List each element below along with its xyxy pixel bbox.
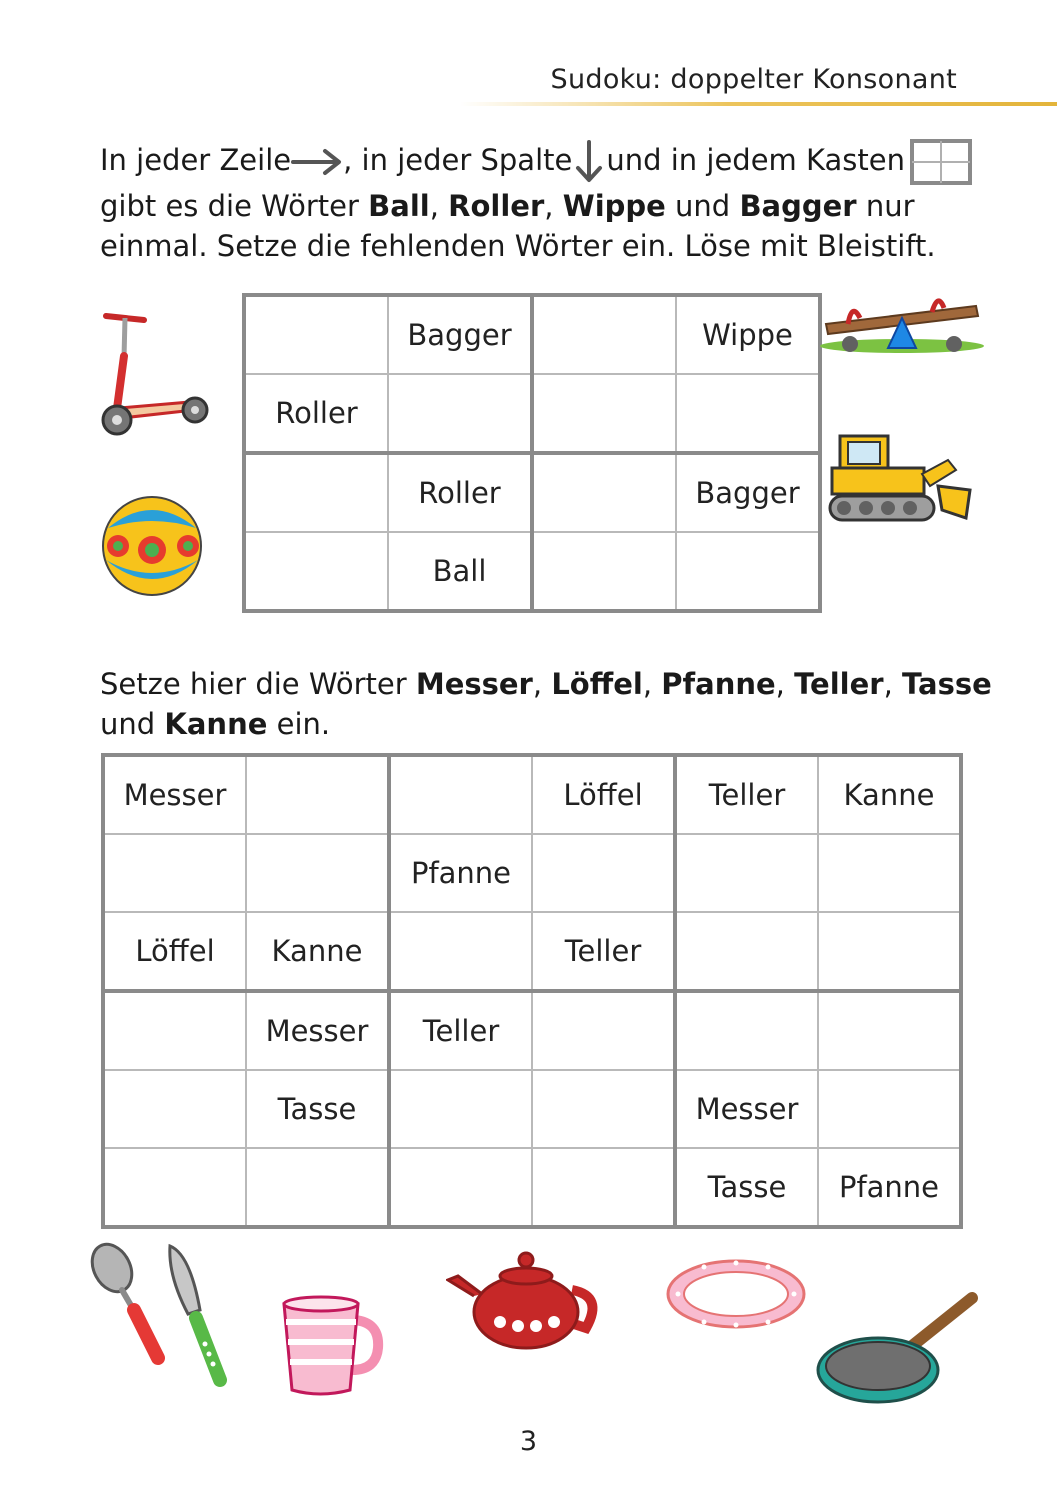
excavator-icon	[826, 430, 972, 530]
word-bagger: Bagger	[739, 189, 857, 223]
grid4-cell[interactable]: Ball	[388, 532, 532, 611]
grid6-cell[interactable]: Teller	[389, 991, 532, 1070]
grid6-cell[interactable]: Tasse	[246, 1070, 389, 1148]
task2-text-b: und	[100, 707, 165, 741]
grid6-cell[interactable]: Löffel	[532, 755, 675, 834]
teapot-icon	[446, 1246, 608, 1354]
grid6-cell[interactable]	[389, 1070, 532, 1148]
grid4-cell[interactable]	[676, 374, 820, 453]
grid6-row	[103, 912, 961, 991]
grid6-cell[interactable]: Messer	[246, 991, 389, 1070]
word-loeffel: Löffel	[551, 667, 643, 701]
grid6-cell[interactable]	[532, 991, 675, 1070]
task1-line2	[100, 186, 1000, 226]
arrow-down-icon	[572, 140, 606, 184]
grid6-cell[interactable]	[103, 834, 246, 912]
task2-text-c: ein.	[267, 707, 331, 741]
task1-text-b: , in jeder Spalte	[343, 143, 573, 177]
grid4-cell[interactable]: Bagger	[676, 453, 820, 532]
spoon-icon	[88, 1240, 170, 1368]
grid6-cell[interactable]	[675, 834, 818, 912]
grid6-cell[interactable]: Tasse	[675, 1148, 818, 1227]
task2-text-a: Setze hier die Wörter	[100, 667, 416, 701]
grid4-row	[244, 453, 820, 532]
grid6-cell[interactable]	[246, 834, 389, 912]
arrow-right-icon	[291, 147, 343, 177]
grid6-cell[interactable]	[103, 1070, 246, 1148]
grid6-cell[interactable]	[103, 991, 246, 1070]
word-messer: Messer	[415, 667, 533, 701]
grid6-cell[interactable]	[103, 1148, 246, 1227]
grid4-cell[interactable]: Roller	[388, 453, 532, 532]
task1-instructions	[100, 138, 1000, 266]
grid4-cell[interactable]	[244, 295, 388, 374]
task1-text-c: und in jedem Kasten	[606, 143, 905, 177]
grid6-cell[interactable]	[818, 834, 961, 912]
sudoku-grid-6x6	[101, 753, 963, 1229]
grid6-cell[interactable]	[675, 912, 818, 991]
conjunction: und	[665, 189, 740, 223]
grid4-cell[interactable]	[244, 532, 388, 611]
grid4-row	[244, 374, 820, 453]
page-header-title: Sudoku: doppelter Konsonant	[550, 64, 957, 95]
task2-line1	[100, 664, 1000, 704]
grid6-row	[103, 1148, 961, 1227]
separator: ,	[429, 189, 449, 223]
grid6-cell[interactable]	[818, 912, 961, 991]
grid6-cell[interactable]: Löffel	[103, 912, 246, 991]
grid6-cell[interactable]: Teller	[675, 755, 818, 834]
grid6-cell[interactable]	[532, 1070, 675, 1148]
grid6-cell[interactable]: Pfanne	[818, 1148, 961, 1227]
header-rule	[460, 102, 1057, 106]
grid6-cell[interactable]	[675, 991, 818, 1070]
grid6-cell[interactable]	[389, 755, 532, 834]
grid6-cell[interactable]: Kanne	[818, 755, 961, 834]
task1-line3: einmal. Setze die fehlenden Wörter ein. Löse mit Bleistift.	[100, 229, 936, 263]
grid6-cell[interactable]	[246, 755, 389, 834]
grid6-cell[interactable]: Messer	[103, 755, 246, 834]
grid6-cell[interactable]: Pfanne	[389, 834, 532, 912]
separator: ,	[883, 667, 902, 701]
grid6-cell[interactable]: Messer	[675, 1070, 818, 1148]
grid4-cell[interactable]: Wippe	[676, 295, 820, 374]
sudoku-grid-4x4	[242, 293, 822, 613]
grid6-cell[interactable]	[532, 834, 675, 912]
knife-icon	[160, 1240, 238, 1392]
separator: ,	[775, 667, 795, 701]
ball-icon	[100, 494, 204, 598]
word-kanne: Kanne	[164, 707, 268, 741]
box-grid-icon	[909, 138, 973, 186]
separator: ,	[532, 667, 552, 701]
word-ball: Ball	[368, 189, 430, 223]
task1-text-d: gibt es die Wörter	[100, 189, 359, 223]
pan-icon	[816, 1290, 982, 1406]
task1-line1	[100, 138, 1000, 186]
grid4-cell[interactable]: Roller	[244, 374, 388, 453]
grid6-cell[interactable]	[389, 1148, 532, 1227]
grid4-cell[interactable]	[532, 374, 676, 453]
grid6-cell[interactable]	[389, 912, 532, 991]
grid6-row	[103, 834, 961, 912]
grid6-row	[103, 755, 961, 834]
grid4-cell[interactable]	[388, 374, 532, 453]
grid4-cell[interactable]	[532, 453, 676, 532]
word-pfanne: Pfanne	[661, 667, 776, 701]
scooter-icon	[98, 308, 214, 440]
task1-text-e: nur	[856, 189, 915, 223]
grid4-cell[interactable]	[532, 532, 676, 611]
word-tasse: Tasse	[902, 667, 992, 701]
grid6-cell[interactable]	[532, 1148, 675, 1227]
separator: ,	[642, 667, 662, 701]
plate-icon	[664, 1256, 808, 1334]
word-teller: Teller	[794, 667, 884, 701]
grid6-cell[interactable]	[818, 991, 961, 1070]
grid4-cell[interactable]	[676, 532, 820, 611]
grid6-cell[interactable]	[818, 1070, 961, 1148]
cup-icon	[276, 1290, 384, 1400]
seesaw-icon	[818, 288, 984, 354]
grid4-cell[interactable]	[532, 295, 676, 374]
task2-instructions	[100, 664, 1000, 744]
grid4-row	[244, 295, 820, 374]
grid6-cell[interactable]: Teller	[532, 912, 675, 991]
page-number: 3	[519, 1426, 538, 1457]
grid6-cell[interactable]: Kanne	[246, 912, 389, 991]
task2-line2	[100, 704, 1000, 744]
task1-text-a: In jeder Zeile	[100, 143, 292, 177]
grid6-row	[103, 991, 961, 1070]
word-wippe: Wippe	[562, 189, 666, 223]
separator: ,	[544, 189, 563, 223]
grid6-row	[103, 1070, 961, 1148]
word-roller: Roller	[448, 189, 545, 223]
grid4-cell[interactable]: Bagger	[388, 295, 532, 374]
grid4-cell[interactable]	[244, 453, 388, 532]
grid4-row	[244, 532, 820, 611]
grid6-cell[interactable]	[246, 1148, 389, 1227]
